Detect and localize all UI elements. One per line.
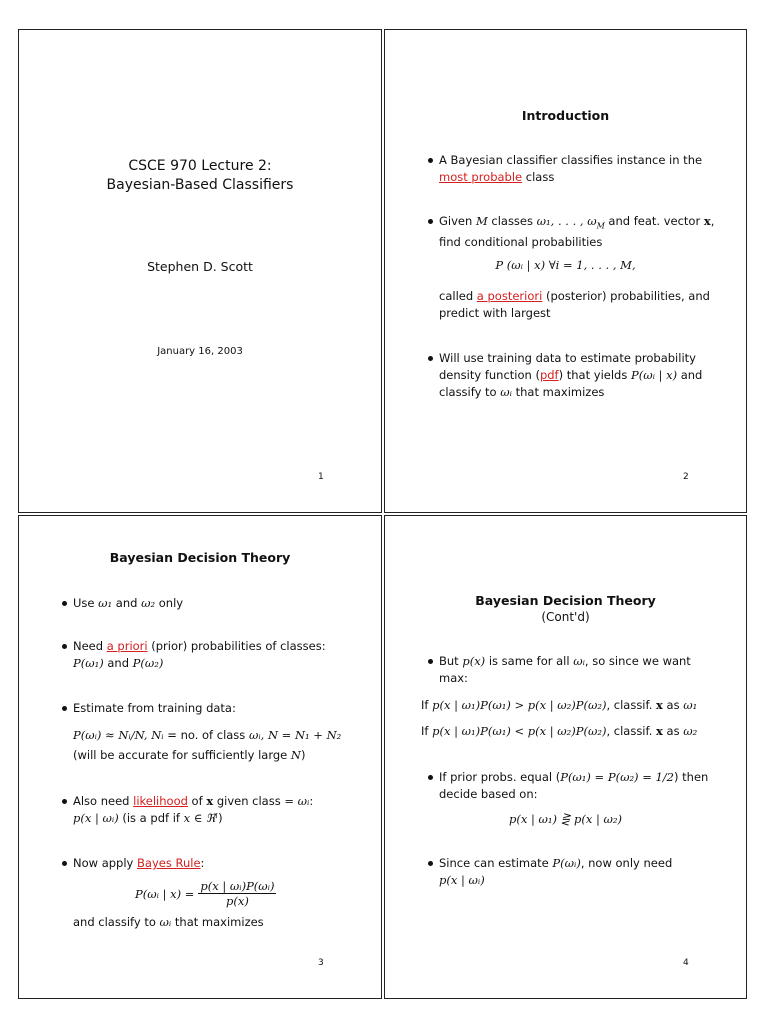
posterior-equation: P (ωᵢ | x) ∀i = 1, . . . , M, [495, 258, 636, 272]
bullet-icon [62, 799, 67, 804]
bullet-icon [62, 861, 67, 866]
page-number: 1 [318, 472, 324, 482]
bullet-text: Need a priori (prior) probabilities of classes: P(ω₁) and P(ω₂) [73, 639, 326, 670]
bullet-icon [428, 356, 433, 361]
slide-4 [384, 515, 747, 999]
bullet-text: Also need likelihood of x given class = ωᵢ: p(x | ωᵢ) (is a pdf if x ∈ ℜˡ) [73, 794, 314, 825]
bullet-text: Since can estimate P(ωᵢ), now only need p(x | ωᵢ) [439, 856, 673, 887]
page-number: 3 [318, 958, 324, 968]
term-a-posteriori: a posteriori [476, 289, 543, 303]
bullet-icon [428, 775, 433, 780]
bullet-icon [428, 861, 433, 866]
lecture-title: CSCE 970 Lecture 2: Bayesian-Based Classifiers [106, 158, 294, 193]
slide-1 [18, 29, 382, 513]
page-number: 4 [683, 958, 689, 968]
fraction: $\frac{\text{p(x | ωᵢ)P(ωᵢ)}}{p(x)}$ [200, 879, 275, 908]
bullet-icon [428, 158, 433, 163]
page-number: 2 [683, 472, 689, 482]
term-most-probable: most probable [439, 170, 523, 184]
bullet-text: If prior probs. equal (P(ω₁) = P(ω₂) = 1/2) then decide based on: [439, 770, 709, 801]
slide-2 [384, 29, 747, 513]
equal-prior-equation: p(x | ω₁) ⋛ p(x | ω₂) [509, 812, 622, 826]
bullet-text: But p(x) is same for all ωᵢ, so since we want max: [439, 654, 691, 685]
slide-title: Bayesian Decision Theory [109, 550, 291, 565]
term-likelihood: likelihood [133, 794, 188, 808]
bullet-text-cont: called a posteriori (posterior) probabilities, and predict with largest [439, 289, 710, 320]
slide-title: Introduction [521, 108, 610, 123]
estimate-equation: P(ωᵢ) ≈ Nᵢ/N, Nᵢ = no. of class ωᵢ, N = N₁ + N₂ (will be accurate for sufficiently large N) [73, 728, 342, 762]
bullet-text: Will use training data to estimate probability density function (pdf) that yields P(ωᵢ | x) and classify to ωᵢ that maximizes [439, 351, 703, 399]
slide-subtitle: (Cont'd) [541, 610, 590, 624]
decision-rule-1: If p(x | ω₁)P(ω₁) > p(x | ω₂)P(ω₂), classif. x as ω₁ [421, 698, 698, 712]
bullet-text: Now apply Bayes Rule: [73, 856, 205, 870]
bayes-rule-equation: P(ωᵢ | x) = $\frac{\text{p(x | ωᵢ)P(ωᵢ)}}{p(x)}$ [135, 879, 275, 908]
bullet-icon [62, 601, 67, 606]
term-a-priori: a priori [106, 639, 148, 653]
bullet-icon [428, 659, 433, 664]
date: January 16, 2003 [157, 346, 243, 357]
bullet-text-cont: and classify to ωᵢ that maximizes [73, 915, 264, 929]
bullet-icon [62, 706, 67, 711]
bullet-text: A Bayesian classifier classifies instance in the most probable class [439, 153, 703, 184]
bullet-icon [62, 644, 67, 649]
term-pdf: pdf [539, 368, 559, 382]
bullet-text: Estimate from training data: [73, 701, 236, 715]
term-bayes-rule: Bayes Rule [137, 856, 201, 870]
decision-rule-2: If p(x | ω₁)P(ω₁) < p(x | ω₂)P(ω₂), classif. x as ω₂ [421, 724, 698, 738]
slide-title: Bayesian Decision Theory [475, 593, 656, 608]
bullet-icon [428, 219, 433, 224]
bullet-text: Use ω₁ and ω₂ only [73, 596, 184, 610]
bullet-text: Given M classes ω₁, . . . , $\omega_M$ and feat. vector x, find conditional probabilities [439, 214, 715, 250]
slide-3 [18, 515, 382, 999]
author: Stephen D. Scott [147, 259, 253, 274]
